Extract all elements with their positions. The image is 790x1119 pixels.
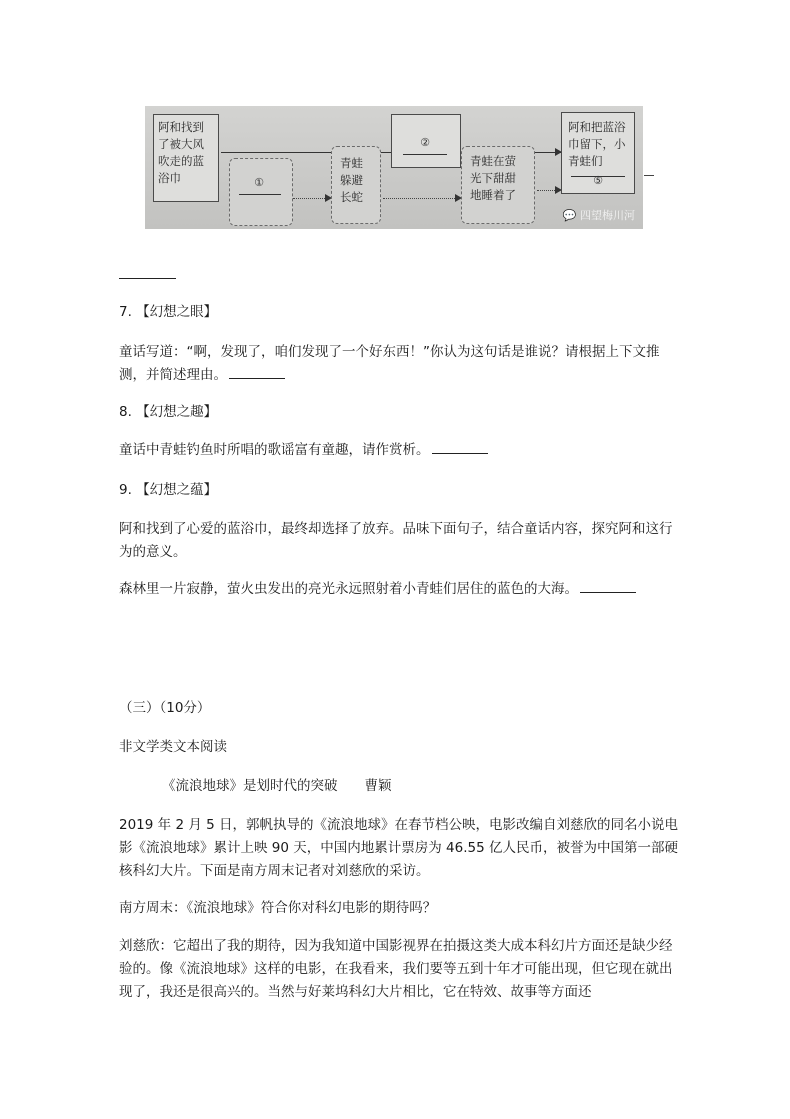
diagram-box-start-text: 阿和找到了被大风吹走的蓝浴巾 [158, 120, 204, 185]
section3-subheading: 非文学类文本阅读 [119, 739, 227, 755]
diagram-slot-2: ② [420, 136, 430, 149]
watermark [563, 207, 635, 223]
diagram-slot-1-underline [239, 194, 281, 195]
diagram-slot-1: ① [254, 176, 264, 189]
q7-heading: 7. 【幻想之眼】 [119, 304, 218, 320]
diagram-slot-5-underline [571, 176, 625, 177]
plot-diagram-photo [145, 106, 643, 229]
wechat-icon: 💬 [562, 209, 577, 222]
diagram-box-firefly [461, 146, 535, 224]
article-title: 《流浪地球》是划时代的突破 曹颖 [162, 778, 392, 794]
q9-heading: 9. 【幻想之蕴】 [119, 482, 218, 498]
q9-answer-blank[interactable] [580, 578, 636, 593]
diagram-answer-blank[interactable] [119, 278, 176, 279]
q9-quote [119, 578, 679, 601]
diagram-box-firefly-text: 青蛙在萤光下甜甜地睡着了 [470, 154, 516, 202]
diagram-slot-5: ⑤ [593, 174, 603, 187]
q8-question [119, 439, 679, 462]
q8-answer-blank[interactable] [432, 439, 488, 454]
q7-question [119, 341, 679, 387]
diagram-side-tick [644, 175, 654, 176]
diagram-slot-2-underline [403, 154, 447, 155]
q8-question-text: 童话中青蛙钓鱼时所唱的歌谣富有童趣，请作赏析。 [119, 442, 430, 458]
diagram-box-start [153, 114, 219, 202]
diagram-dotted-line-1 [293, 198, 327, 199]
q8-heading: 8. 【幻想之趣】 [119, 404, 218, 420]
q9-quote-text: 森林里一片寂静，萤火虫发出的亮光永远照射着小青蛙们居住的蓝色的大海。 [119, 581, 578, 597]
q7-question-text: 童话写道：“啊，发现了，咱们发现了一个好东西！”你认为这句话是谁说？请根据上下文推测，并简述理由。 [119, 344, 660, 383]
article-paragraph-2: 南方周末：《流浪地球》符合你对科幻电影的期待吗？ [119, 900, 437, 916]
diagram-slot-1-box [229, 158, 293, 226]
watermark-text: 四望梅川河 [580, 209, 635, 222]
q9-question: 阿和找到了心爱的蓝浴巾，最终却选择了放弃。品味下面句子，结合童话内容，探究阿和这行为的意义。 [119, 521, 673, 560]
section3-heading: （三）（10分） [119, 700, 211, 716]
diagram-box-frog-dodge [331, 146, 381, 224]
diagram-box-frog-dodge-text: 青蛙躲避长蛇 [340, 156, 363, 204]
diagram-dotted-line-2 [383, 198, 457, 199]
q7-answer-blank[interactable] [229, 364, 285, 379]
article-paragraph-1: 2019 年 2 月 5 日，郭帆执导的《流浪地球》在春节档公映，电影改编自刘慈欣的同名小说电影《流浪地球》累计上映 90 天，中国内地累计票房为 46.55 亿人民币，被誉为中国第一部硬核科幻大片。下面是南方周末记者对刘慈欣的采访。 [119, 817, 678, 879]
diagram-dotted-line-3 [537, 190, 557, 191]
diagram-box-end-text: 阿和把蓝浴巾留下，小青蛙们 [568, 120, 626, 168]
article-paragraph-3: 刘慈欣：它超出了我的期待，因为我知道中国影视界在拍摄这类大成本科幻片方面还是缺少经验的。像《流浪地球》这样的电影，在我看来，我们要等五到十年才可能出现，但它现在就出现了，我还是很高兴的。当然与好莱坞科幻大片相比，它在特效、故事等方面还 [119, 938, 673, 1000]
